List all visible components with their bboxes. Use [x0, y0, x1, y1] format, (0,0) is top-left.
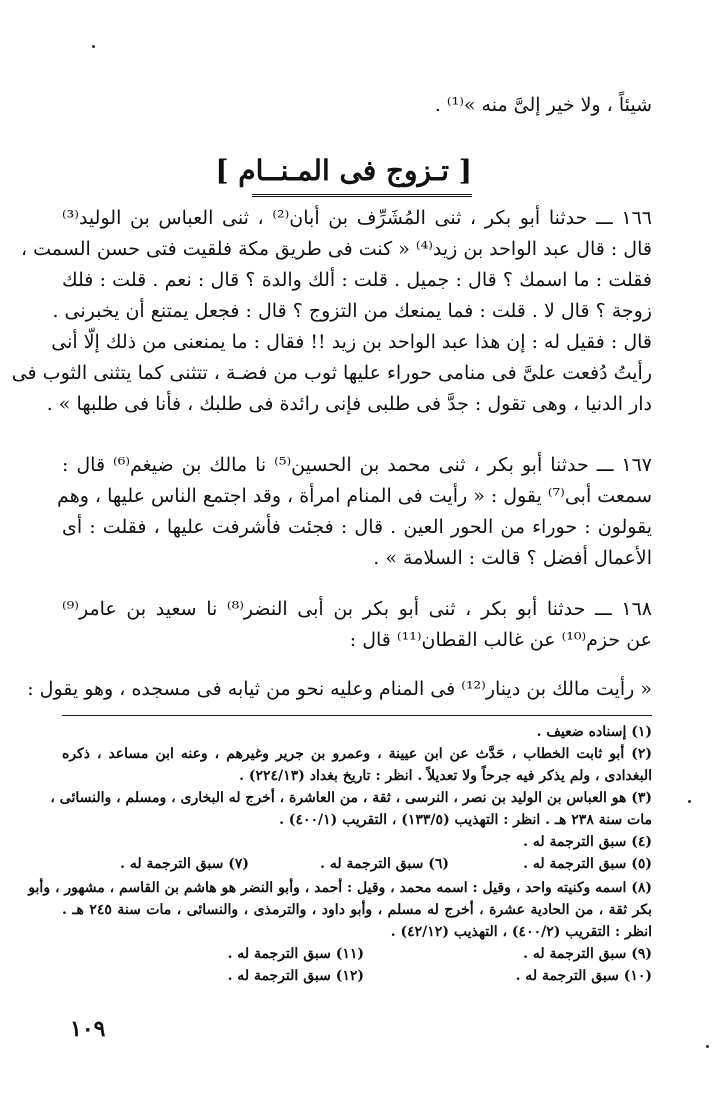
body-line: فقلت : ما اسمك ؟ قال : جميل . قلت : ألك والدة ؟ قال : نعم . قلت : فلك — [62, 269, 652, 291]
footnote-divider — [62, 715, 652, 716]
footnote: (٨) اسمه وكنيته واحد ، وقيل : اسمه محمد ، وقيل : أحمد ، وأبو النضر هو هاشم بن القاسم ، مشهور ، وأبو — [28, 880, 652, 896]
body-line: رأيتُ دُفعت علىَّ فى منامى حوراء عليها ثوب من فضـة ، تتثنى كما يتثنى الثوب فى — [11, 362, 652, 384]
scan-speck — [688, 800, 691, 803]
footnote: (٢) أبو ثابت الخطاب ، حَدَّث عن ابن عيينة ، وعمرو بن جرير وغيرهم ، وعنه ابن مساعد ، ذكره — [62, 746, 652, 762]
footnote: (٤) سبق الترجمة له . — [523, 834, 652, 850]
body-line: ١٦٨ ـــ حدثنا أبو بكر ، ثنى أبو بكر بن أبى النضر⁽⁸⁾ نا سعيد بن عامر⁽⁹⁾ — [62, 598, 652, 620]
body-line: زوجة ؟ قال لا . قلت : فما يمنعك من التزوج ؟ قال : فجعل يمتنع أن يخبرنى . — [52, 300, 652, 322]
footnote: بكر ثقة ، من الحادية عشرة ، أخرج له مسلم ، وأبو داود ، والترمذى ، والنسائى ، مات سنة ٢٤٥ هـ . — [62, 902, 652, 918]
footnote: (٧) سبق الترجمة له . — [120, 856, 249, 872]
footnote: (٥) سبق الترجمة له . — [523, 856, 652, 872]
body-line: يقولون : حوراء من الحور العين . قال : فجئت فأشرفت عليها ، فقلت : أى — [62, 516, 652, 538]
scan-speck — [706, 1045, 709, 1048]
footnote: (١١) سبق الترجمة له . — [227, 946, 364, 962]
footnote: (٩) سبق الترجمة له . — [523, 946, 652, 962]
footnote: مات سنة ٢٣٨ هـ . انظر : التهذيب (١٣٣/٥) ، التقريب (٤٠٠/١) . — [279, 812, 652, 828]
body-line: قال : قال عبد الواحد بن زيد⁽⁴⁾ « كنت فى طريق مكة فلقيت فتى حسن السمت ، — [20, 238, 652, 260]
body-line: دار الدنيا ، وهى تقول : جدَّ فى طلبى فإنى رائدة فى طلبك ، فأنا فى طلبها » . — [46, 393, 652, 415]
body-line: سمعت أبى⁽⁷⁾ يقول : « رأيت فى المنام امرأة ، وقد اجتمع الناس عليها ، وهم — [57, 485, 652, 507]
footnote: البغدادى ، ولم يذكر فيه جرحاً ولا تعديلاً . انظر : تاريخ بغداد (٢٢٤/١٣) . — [239, 768, 652, 784]
body-line: ١٦٦ ـــ حدثنا أبو بكر ، ثنى المُشَرِّف بن أبان⁽²⁾ ، ثنى العباس بن الوليد⁽³⁾ — [62, 207, 652, 229]
body-line: قال : فقيل له : إن هذا عبد الواحد بن زيد !! فقال : ما يمنعنى من ذلك إلّا أنى — [51, 331, 652, 353]
footnote: (٦) سبق الترجمة له . — [320, 856, 449, 872]
body-line: عن حزم⁽¹⁰⁾ عن غالب القطان⁽¹¹⁾ قال : — [349, 629, 652, 651]
footnote: (١٢) سبق الترجمة له . — [227, 968, 364, 984]
section-heading: [ تـزوج فى المـنــام ] — [252, 150, 472, 197]
scan-speck — [92, 45, 95, 48]
body-line: الأعمال أفضل ؟ قالت : السلامة » . — [373, 547, 652, 569]
footnote: (١٠) سبق الترجمة له . — [515, 968, 652, 984]
body-line: ١٦٧ ـــ حدثنا أبو بكر ، ثنى محمد بن الحسين⁽⁵⁾ نا مالك بن ضيغم⁽⁶⁾ قال : — [62, 454, 652, 476]
footnote: (٣) هو العباس بن الوليد بن نصر ، النرسى ، ثقة ، من العاشرة ، أخرج له البخارى ، ومسلم ، والنسائى ، — [50, 790, 652, 806]
body-line: شيئاً ، ولا خير إلىَّ منه »⁽¹⁾ . — [434, 94, 652, 116]
footnote: انظر : التقريب (٤٠٠/٢) ، التهذيب (٤٢/١٢) . — [390, 924, 652, 940]
body-line: « رأيت مالك بن دينار⁽¹²⁾ فى المنام وعليه نحو من ثيابه فى مسجده ، وهو يقول : — [27, 678, 652, 700]
footnote: (١) إسناده ضعيف . — [536, 724, 652, 740]
page-number: ١٠٩ — [70, 1016, 106, 1042]
